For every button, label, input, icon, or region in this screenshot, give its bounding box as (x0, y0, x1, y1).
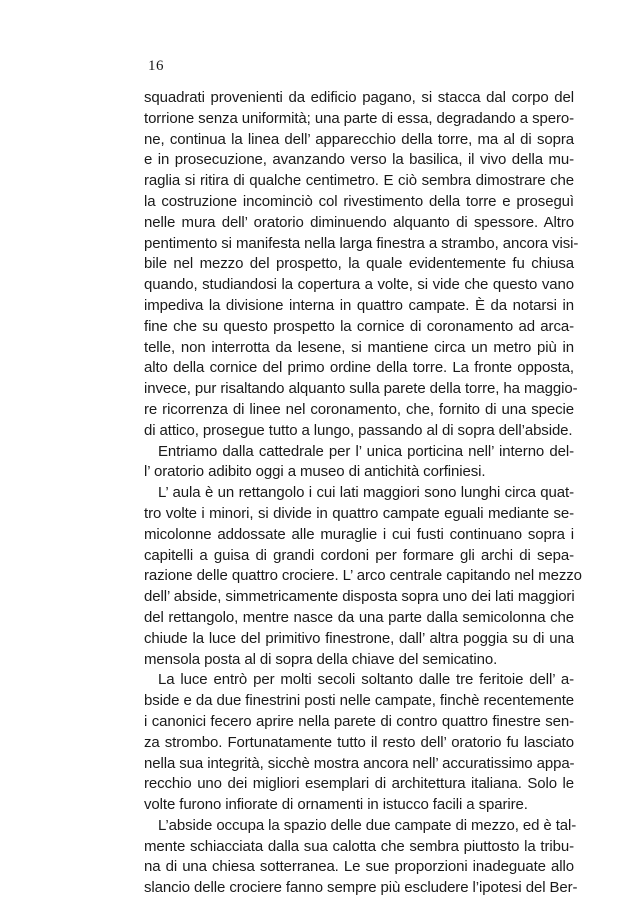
text-line: squadrati provenienti da edificio pagano, si stacca dal corpo del (144, 89, 574, 106)
text-line: bside e da due finestrini posti nelle campate, finchè recentemente (144, 692, 574, 710)
text-line: Entriamo dalla cattedrale per l’ unica porticina nell’ interno del- (158, 442, 574, 460)
text-line: nella sua integrità, sicchè mostra ancora nell’ accuratissimo appa- (144, 754, 575, 772)
text-line: e in prosecuzione, avanzando verso la basilica, il vivo della mu- (144, 151, 574, 169)
text-line: recchio uno dei migliori esemplari di architettura italiana. Solo le (144, 775, 574, 793)
text-line: capitelli a guisa di grandi cordoni per formare gli archi di sepa- (144, 546, 574, 564)
text-line: raglia si ritira di qualche centimetro. E ciò sembra dimostrare che (144, 172, 574, 190)
text-line: mente schiacciata dalla sua calotta che sembra piuttosto la tribu- (144, 837, 574, 855)
text-line: mensola posta al di sopra della chiave del semicatino. (144, 650, 498, 668)
text-line: pentimento si manifesta nella larga finestra a strambo, ancora visi- (144, 234, 579, 252)
text-line: fine che su questo prospetto la cornice di coronamento ad arca- (144, 317, 574, 335)
text-line: la costruzione incominciò col rivestimento della torre e proseguì (144, 192, 574, 210)
text-line: L’abside occupa la spazio delle due campate di mezzo, ed è tal- (158, 816, 577, 834)
text-line: telle, non interrotta da lesene, si mantiene circa un metro più in (144, 338, 574, 356)
text-line: bile nel mezzo del prospetto, la quale evidentemente fu chiusa (144, 255, 574, 273)
text-line: za strombo. Fortunatamente tutto il resto dell’ oratorio fu lasciato (144, 733, 574, 751)
text-line: micolonne addossate alle muraglie i cui fusti continuano sopra i (144, 525, 574, 543)
text-line: quando, studiandosi la copertura a volte, si vide che questo vano (144, 276, 574, 294)
body-text (144, 88, 582, 899)
text-line: L’ aula è un rettangolo i cui lati maggiori sono lunghi circa quat- (158, 484, 574, 502)
text-line: chiude la luce del primitivo finestrone, dall’ altra poggia su di una (144, 629, 574, 647)
text-line: invece, pur risaltando alquanto sulla parete della torre, ha maggio- (144, 380, 578, 398)
page-number: 16 (148, 58, 164, 74)
text-line: razione delle quattro crociere. L’ arco centrale capitando nel mezzo (144, 567, 582, 585)
text-line: del rettangolo, mentre nasce da una parte dalla semicolonna che (144, 608, 574, 626)
text-line: re ricorrenza di linee nel coronamento, che, fornito di una specie (144, 400, 574, 418)
text-line: i canonici fecero aprire nella parete di contro quattro finestre sen- (144, 712, 574, 730)
text-line: slancio delle crociere fanno sempre più escludere l’ipotesi del Ber- (144, 879, 578, 897)
text-line: dell’ abside, simmetricamente disposta sopra uno dei lati maggiori (144, 588, 575, 606)
text-line: volte furono infiorate di ornamenti in istucco facili a sparire. (144, 796, 528, 814)
text-line: na di una chiesa sotterranea. Le sue proporzioni inadeguate allo (144, 858, 574, 876)
text-line: di attico, prosegue tutto a lungo, passando al di sopra dell’abside. (144, 421, 573, 439)
text-line: La luce entrò per molti secoli soltanto dalle tre feritoie dell’ a- (158, 671, 574, 689)
text-line: impediva la divisione interna in quattro campate. È da notarsi in (144, 296, 574, 314)
text-line: nelle mura dell’ oratorio diminuendo alquanto di spessore. Altro (144, 213, 574, 231)
text-line: ne, continua la linea dell’ apparecchio della torre, ma al di sopra (144, 130, 574, 148)
text-line: torrione senza uniformità; una parte di essa, degradando a spero- (144, 109, 574, 127)
text-line: tro volte i minori, si divide in quattro campate eguali mediante se- (144, 504, 574, 522)
text-line: l’ oratorio adibito oggi a museo di antichità corfiniesi. (144, 463, 486, 481)
text-line: alto della cornice del primo ordine della torre. La fronte opposta, (144, 359, 574, 377)
